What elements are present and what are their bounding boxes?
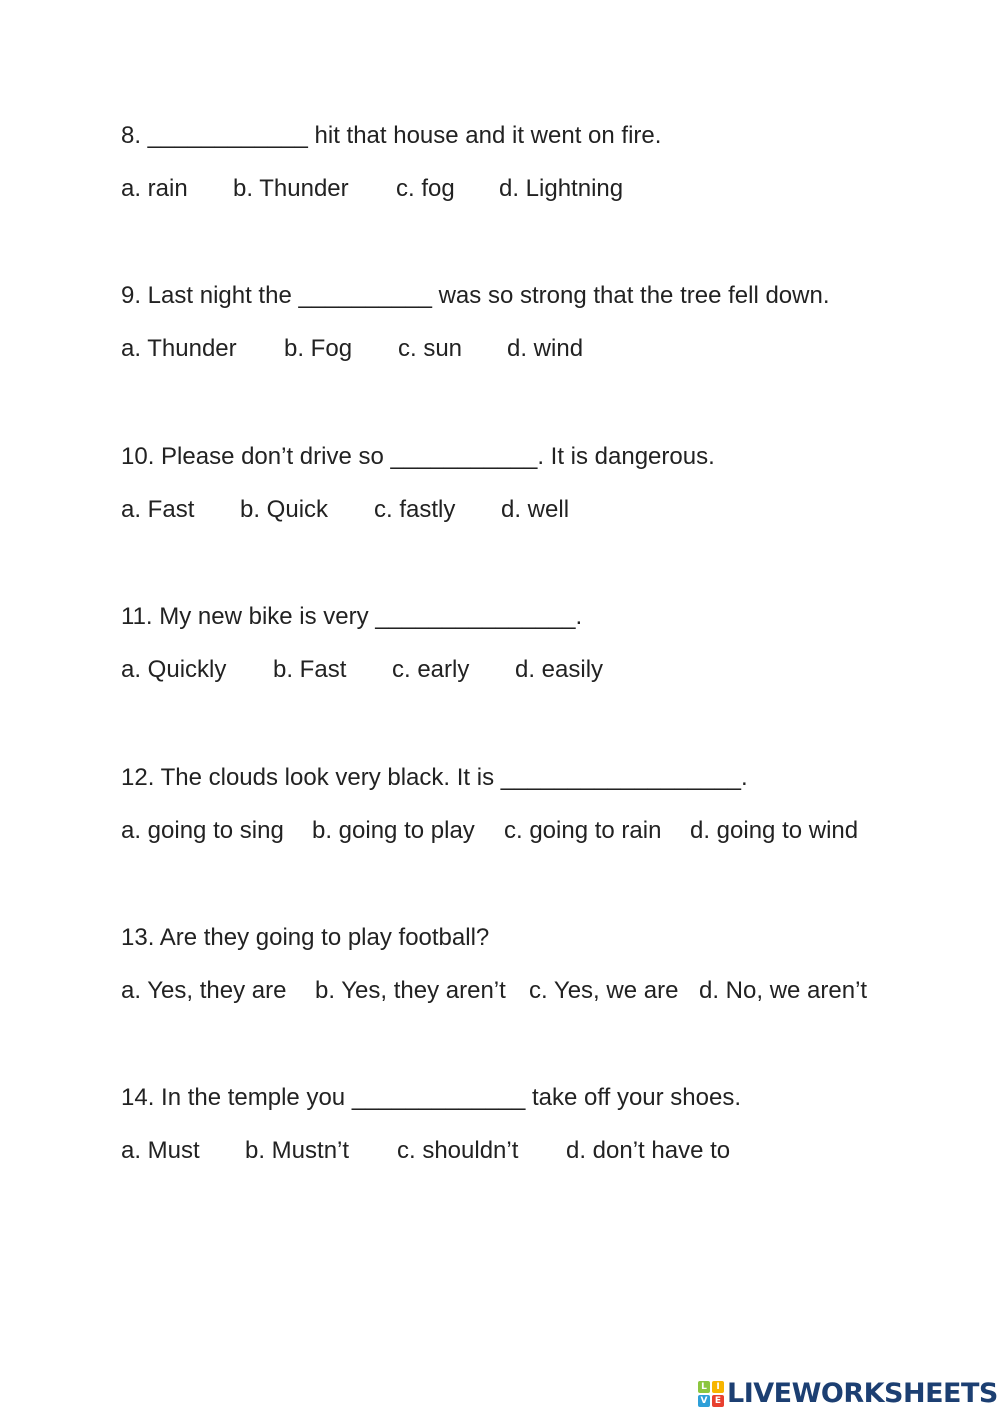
- option-b[interactable]: b. Yes, they aren’t: [315, 977, 506, 1004]
- question-11: [121, 602, 921, 685]
- logo-letter-e: E: [712, 1395, 724, 1407]
- option-a[interactable]: a. Yes, they are: [121, 977, 287, 1004]
- answer-options: [121, 976, 921, 1006]
- logo-icon: [698, 1381, 724, 1407]
- option-a[interactable]: a. Thunder: [121, 335, 237, 362]
- answer-options: [121, 1136, 921, 1166]
- option-b[interactable]: b. Quick: [240, 496, 329, 523]
- option-d[interactable]: d. Lightning: [499, 175, 624, 202]
- option-c[interactable]: c. sun: [398, 335, 463, 362]
- answer-options: [121, 495, 921, 525]
- option-c[interactable]: c. fastly: [374, 496, 456, 523]
- option-d[interactable]: d. well: [501, 496, 570, 523]
- question-text: 11. My new bike is very _______________.: [121, 603, 583, 630]
- option-b[interactable]: b. Fog: [284, 335, 353, 362]
- answer-options: [121, 174, 921, 204]
- question-text: 14. In the temple you _____________ take off your shoes.: [121, 1084, 742, 1111]
- logo-letter-i: I: [712, 1381, 724, 1393]
- option-b[interactable]: b. Fast: [273, 656, 347, 683]
- question-text: 13. Are they going to play football?: [121, 924, 490, 951]
- question-text: 10. Please don’t drive so ___________. It is dangerous.: [121, 443, 715, 470]
- question-9: [121, 281, 921, 364]
- option-a[interactable]: a. Must: [121, 1137, 200, 1164]
- question-12: [121, 763, 921, 846]
- logo-letter-v: V: [698, 1395, 710, 1407]
- brand-name: LIVEWORKSHEETS: [727, 1378, 998, 1409]
- option-b[interactable]: b. going to play: [312, 817, 475, 844]
- option-a[interactable]: a. going to sing: [121, 817, 284, 844]
- option-d[interactable]: d. wind: [507, 335, 584, 362]
- option-d[interactable]: d. No, we aren’t: [699, 977, 868, 1004]
- question-text: 8. ____________ hit that house and it went on fire.: [121, 122, 662, 149]
- option-c[interactable]: c. fog: [396, 175, 455, 202]
- question-14: [121, 1083, 921, 1166]
- liveworksheets-logo: [698, 1378, 998, 1410]
- option-a[interactable]: a. Fast: [121, 496, 195, 523]
- logo-letter-l: L: [698, 1381, 710, 1393]
- answer-options: [121, 655, 921, 685]
- option-a[interactable]: a. Quickly: [121, 656, 227, 683]
- option-c[interactable]: c. early: [392, 656, 470, 683]
- option-c[interactable]: c. shouldn’t: [397, 1137, 519, 1164]
- option-d[interactable]: d. going to wind: [690, 817, 859, 844]
- option-b[interactable]: b. Mustn’t: [245, 1137, 350, 1164]
- option-d[interactable]: d. easily: [515, 656, 604, 683]
- question-text: 9. Last night the __________ was so strong that the tree fell down.: [121, 282, 830, 309]
- answer-options: [121, 334, 921, 364]
- answer-options: [121, 816, 921, 846]
- option-a[interactable]: a. rain: [121, 175, 188, 202]
- question-8: [121, 121, 921, 204]
- option-d[interactable]: d. don’t have to: [566, 1137, 731, 1164]
- option-c[interactable]: c. going to rain: [504, 817, 662, 844]
- option-b[interactable]: b. Thunder: [233, 175, 349, 202]
- question-13: [121, 923, 921, 1006]
- question-10: [121, 442, 921, 525]
- question-text: 12. The clouds look very black. It is __________________.: [121, 764, 748, 791]
- option-c[interactable]: c. Yes, we are: [529, 977, 679, 1004]
